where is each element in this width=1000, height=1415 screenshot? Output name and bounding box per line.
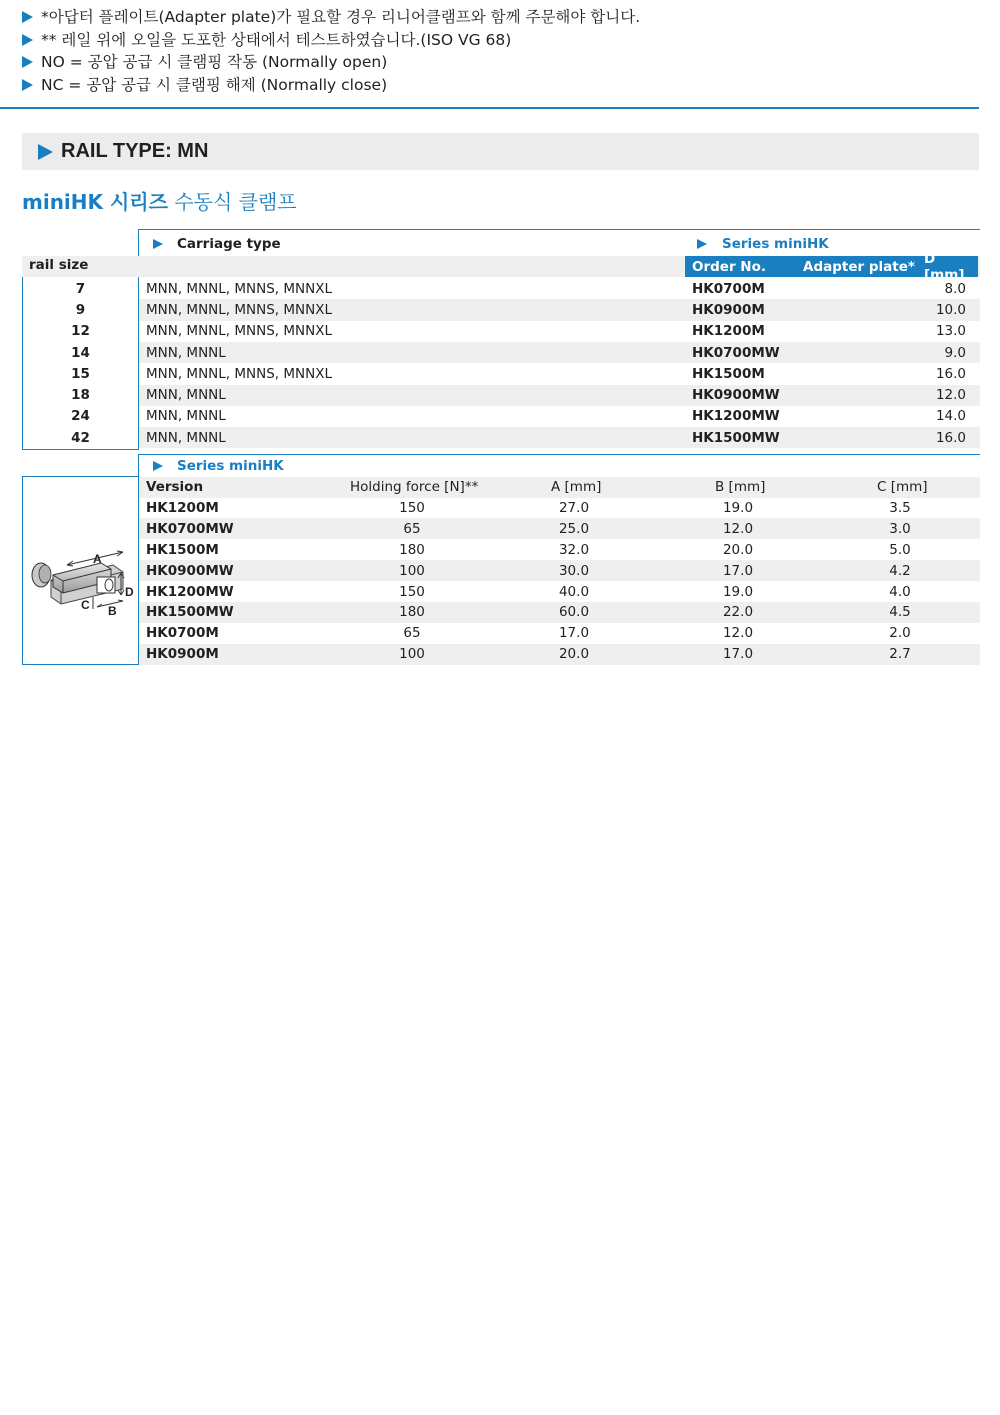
table-row [22, 321, 980, 342]
version-cell: HK1200MW [146, 583, 234, 600]
table-row [139, 560, 980, 581]
table-subheader-row [139, 477, 980, 498]
rail-size-cell: 24 [71, 408, 90, 425]
diagram-label-d: D [125, 585, 134, 599]
order-no-cell: HK0900M [692, 301, 765, 318]
version-cell: HK0900MW [146, 562, 234, 579]
series-title-name: miniHK 시리즈 [22, 190, 168, 214]
rail-size-cell: 9 [75, 301, 86, 318]
rail-type-title: RAIL TYPE: MN [61, 140, 209, 162]
header-arrow-icon [697, 239, 707, 249]
carriage-type-header: Carriage type [177, 235, 281, 252]
b-cell: 17.0 [722, 562, 754, 579]
a-cell: 32.0 [558, 541, 590, 558]
diagram-label-a: A [93, 552, 102, 566]
version-cell: HK1200M [146, 499, 219, 516]
version-cell: HK0900M [146, 646, 219, 663]
banner-arrow-icon [38, 144, 53, 160]
force-cell: 150 [399, 499, 425, 516]
note-text: NO = 공압 공급 시 클램핑 작동 (Normally open) [41, 53, 388, 71]
order-no-cell: HK1200MW [692, 408, 780, 425]
force-cell: 180 [399, 541, 425, 558]
a-cell: 20.0 [558, 646, 590, 663]
version-cell: HK1500MW [146, 604, 234, 621]
b-cell: 12.0 [722, 625, 754, 642]
carriage-cell: MNN, MNNL, MNNS, MNNXL [146, 280, 332, 297]
table-header-row [139, 455, 980, 476]
rail-size-cell: 42 [71, 429, 90, 446]
a-cell: 60.0 [558, 604, 590, 621]
table-row [22, 278, 980, 299]
note-oil [22, 29, 980, 52]
order-no-cell: HK0900MW [692, 387, 780, 404]
note-text: *아답터 플레이트(Adapter plate)가 필요할 경우 리니어클램프와 함께 주문해야 합니다. [41, 8, 641, 26]
carriage-cell: MNN, MNNL, MNNS, MNNXL [146, 365, 332, 382]
b-cell: 20.0 [722, 541, 754, 558]
force-cell: 65 [403, 520, 421, 537]
series-minihk-header: Series miniHK [177, 457, 284, 474]
rail-size-cell: 12 [71, 323, 90, 340]
d-cell: 10.0 [935, 301, 966, 318]
a-cell: 17.0 [558, 625, 590, 642]
table-row [139, 518, 980, 539]
version-cell: HK0700M [146, 625, 219, 642]
b-mm-header: B [mm] [715, 479, 766, 495]
clamp-diagram-icon [23, 477, 140, 666]
a-mm-header: A [mm] [551, 479, 602, 495]
clamp-diagram-box [22, 476, 139, 665]
a-cell: 25.0 [558, 520, 590, 537]
order-no-header: Order No. [692, 258, 767, 275]
series-minihk-header: Series miniHK [722, 235, 829, 252]
c-mm-header: C [mm] [877, 479, 928, 495]
b-cell: 19.0 [722, 583, 754, 600]
version-cell: HK0700MW [146, 520, 234, 537]
order-no-cell: HK1200M [692, 323, 765, 340]
diagram-label-b: B [108, 604, 117, 618]
notes-section [22, 6, 980, 96]
table-row [22, 342, 980, 363]
order-no-cell: HK0700M [692, 280, 765, 297]
header-arrow-icon [153, 239, 163, 249]
d-cell: 13.0 [935, 323, 966, 340]
c-cell: 4.5 [889, 604, 911, 621]
a-cell: 27.0 [558, 499, 590, 516]
d-cell: 8.0 [944, 280, 966, 297]
force-cell: 100 [399, 562, 425, 579]
table-row [22, 299, 980, 320]
c-cell: 5.0 [889, 541, 911, 558]
rail-size-cell: 14 [71, 344, 90, 361]
table-row [22, 385, 980, 406]
order-no-cell: HK1500M [692, 365, 765, 382]
bullet-arrow-icon [22, 56, 33, 68]
order-no-cell: HK1500MW [692, 429, 780, 446]
force-cell: 180 [399, 604, 425, 621]
d-cell: 12.0 [935, 387, 966, 404]
adapter-plate-header: Adapter plate* [803, 258, 915, 275]
order-no-cell: HK0700MW [692, 344, 780, 361]
d-cell: 14.0 [935, 408, 966, 425]
series-title [22, 186, 297, 215]
force-cell: 150 [399, 583, 425, 600]
note-text: ** 레일 위에 오일을 도포한 상태에서 테스트하였습니다.(ISO VG 68) [41, 30, 512, 49]
c-cell: 3.0 [889, 520, 911, 537]
table-row [22, 427, 980, 448]
rail-size-cell: 15 [71, 365, 90, 382]
c-cell: 2.7 [889, 646, 911, 663]
c-cell: 4.0 [889, 583, 911, 600]
rail-type-banner [22, 133, 979, 170]
note-nc [22, 74, 980, 97]
d-cell: 16.0 [935, 365, 966, 382]
force-cell: 100 [399, 646, 425, 663]
table-row [139, 644, 980, 665]
note-text: NC = 공압 공급 시 클램핑 해제 (Normally close) [41, 75, 388, 94]
series-title-desc: 수동식 클램프 [174, 190, 297, 214]
version-cell: HK1500M [146, 541, 219, 558]
b-cell: 17.0 [722, 646, 754, 663]
d-mm-header: D [mm] [924, 250, 965, 283]
carriage-cell: MNN, MNNL [146, 387, 226, 404]
diagram-label-c: C [81, 598, 90, 612]
carriage-cell: MNN, MNNL [146, 344, 226, 361]
table-row [139, 623, 980, 644]
table-header-row [139, 232, 980, 255]
table-row [22, 406, 980, 427]
bullet-arrow-icon [22, 79, 33, 91]
table-subheader-row [22, 250, 980, 283]
b-cell: 12.0 [722, 520, 754, 537]
table-row [22, 363, 980, 384]
c-cell: 3.5 [889, 499, 911, 516]
carriage-cell: MNN, MNNL [146, 429, 226, 446]
rail-size-cell: 18 [71, 387, 90, 404]
b-cell: 22.0 [722, 604, 754, 621]
rail-size-cell: 7 [75, 280, 86, 297]
a-cell: 30.0 [558, 562, 590, 579]
carriage-cell: MNN, MNNL, MNNS, MNNXL [146, 301, 332, 318]
a-cell: 40.0 [558, 583, 590, 600]
bullet-arrow-icon [22, 11, 33, 23]
c-cell: 2.0 [889, 625, 911, 642]
note-no [22, 51, 980, 74]
notes-divider [0, 107, 979, 109]
table-row [139, 602, 980, 623]
carriage-cell: MNN, MNNL [146, 408, 226, 425]
table-row [139, 581, 980, 602]
rail-size-header: rail size [29, 257, 89, 273]
d-cell: 9.0 [944, 344, 966, 361]
table-rule [139, 229, 980, 230]
note-adapter [22, 6, 980, 29]
holding-force-header: Holding force [N]** [350, 479, 479, 495]
force-cell: 65 [403, 625, 421, 642]
c-cell: 4.2 [889, 562, 911, 579]
bullet-arrow-icon [22, 34, 33, 46]
table-row [139, 539, 980, 560]
table-row [139, 498, 980, 519]
b-cell: 19.0 [722, 499, 754, 516]
version-header: Version [146, 479, 204, 495]
carriage-cell: MNN, MNNL, MNNS, MNNXL [146, 323, 332, 340]
header-arrow-icon [153, 461, 163, 471]
d-cell: 16.0 [935, 429, 966, 446]
